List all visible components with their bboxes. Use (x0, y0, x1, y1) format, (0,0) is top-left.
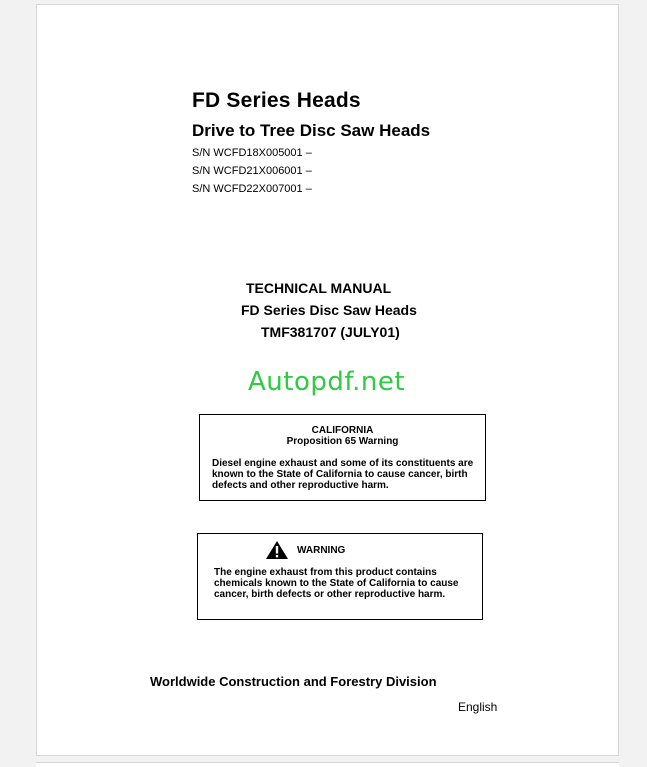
california-notice-subtitle: Proposition 65 Warning (286, 436, 399, 447)
serial-number: S/N WCFD22X007001 – (192, 183, 312, 195)
serial-number: S/N WCFD21X006001 – (192, 165, 312, 177)
document-title: FD Series Heads (192, 89, 361, 112)
language-label: English (458, 700, 498, 714)
warning-notice-title: WARNING (297, 545, 346, 556)
california-notice-text: Diesel engine exhaust and some of its constituents are known to the State of California to cause cancer, birth defects and other reproductive harm. (212, 458, 474, 491)
warning-notice-box (197, 533, 483, 620)
california-notice-title: CALIFORNIA (311, 425, 374, 436)
warning-triangle-icon (265, 540, 289, 560)
warning-notice-text: The engine exhaust from this product contains chemicals known to the State of California to cause cancer, birth defects or other reproductive harm. (214, 567, 459, 600)
manual-type-label: TECHNICAL MANUAL (246, 280, 392, 296)
serial-number: S/N WCFD18X005001 – (192, 147, 312, 159)
division-name: Worldwide Construction and Forestry Division (150, 674, 437, 689)
watermark-text: Autopdf.net (248, 367, 406, 397)
manual-number: TMF381707 (JULY01) (261, 324, 400, 340)
next-page-edge (36, 762, 619, 767)
document-subtitle: Drive to Tree Disc Saw Heads (192, 121, 431, 140)
manual-name: FD Series Disc Saw Heads (241, 302, 417, 318)
document-page (36, 4, 619, 756)
california-notice-box (199, 414, 486, 501)
